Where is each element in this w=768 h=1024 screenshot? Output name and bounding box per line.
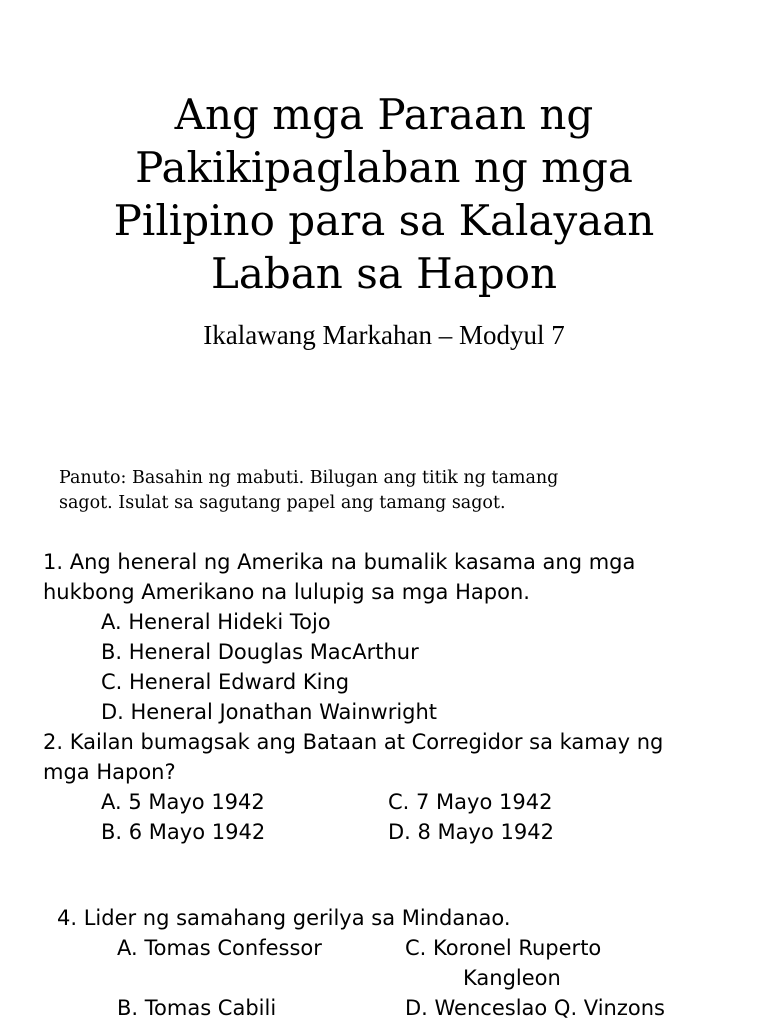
choice-d: D. 8 Mayo 1942 — [388, 820, 554, 844]
choice-a: A. Tomas Confessor — [117, 936, 322, 960]
choice-a: A. Heneral Hideki Tojo — [101, 610, 331, 634]
choice-row — [57, 963, 561, 993]
choice-d: D. Wenceslao Q. Vinzons — [405, 996, 665, 1020]
choice-row — [43, 817, 663, 847]
title-line: Ang mga Paraan ng — [174, 90, 594, 139]
question-2 — [43, 727, 663, 847]
question-4 — [57, 903, 665, 1023]
question-text: 2. Kailan bumagsak ang Bataan at Corregidor sa kamay ng — [43, 730, 664, 754]
question-1 — [43, 547, 635, 727]
question-text: mga Hapon? — [43, 760, 176, 784]
title-line: Pakikipaglaban ng mga — [135, 143, 633, 192]
choice-c: C. 7 Mayo 1942 — [388, 790, 553, 814]
choice-c: C. Heneral Edward King — [101, 670, 350, 694]
document-subtitle: Ikalawang Markahan – Modyul 7 — [203, 320, 565, 350]
title-line: Laban sa Hapon — [210, 249, 558, 298]
choice-a: A. 5 Mayo 1942 — [101, 790, 265, 814]
question-text: 1. Ang heneral ng Amerika na bumalik kasama ang mga — [43, 550, 636, 574]
instructions-line: sagot. Isulat sa sagutang papel ang tamang sagot. — [59, 493, 506, 513]
title-line: Pilipino para sa Kalayaan — [113, 196, 655, 245]
choice-row — [43, 787, 663, 817]
choice-b: B. Heneral Douglas MacArthur — [101, 640, 419, 664]
choice-row — [57, 993, 665, 1023]
choice-d: D. Heneral Jonathan Wainwright — [101, 700, 438, 724]
choice-row — [57, 933, 602, 963]
question-text: hukbong Amerikano na lulupig sa mga Hapon. — [43, 580, 530, 604]
choice-b: B. 6 Mayo 1942 — [101, 820, 266, 844]
instructions — [59, 466, 749, 516]
choice-c: C. Koronel Ruperto — [405, 936, 602, 960]
choice-c-continued: Kangleon — [463, 966, 561, 990]
choice-b: B. Tomas Cabili — [117, 996, 277, 1020]
question-text: 4. Lider ng samahang gerilya sa Mindanao. — [57, 906, 511, 930]
document-title — [0, 88, 768, 300]
instructions-line: Panuto: Basahin ng mabuti. Bilugan ang titik ng tamang — [59, 468, 559, 488]
